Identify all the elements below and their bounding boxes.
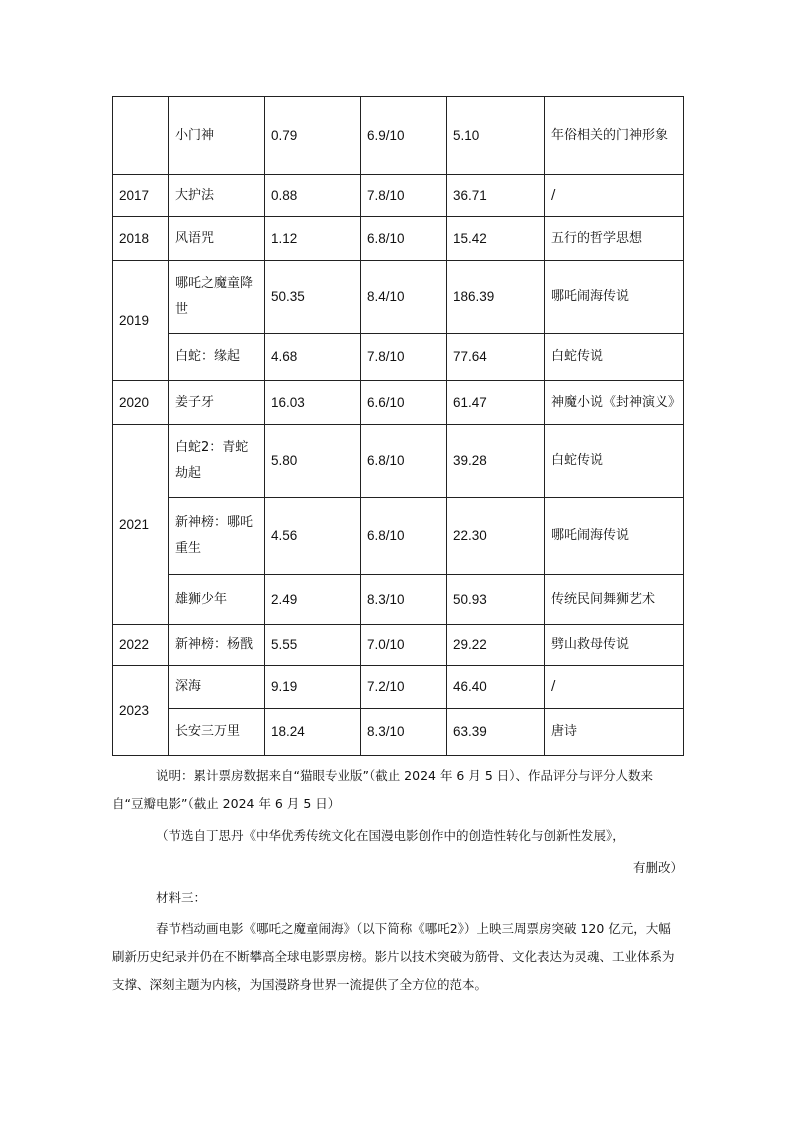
table-row bbox=[113, 97, 684, 175]
box-office-cell: 5.55 bbox=[265, 625, 361, 666]
year-cell: 2020 bbox=[113, 381, 169, 425]
title-cell: 雄狮少年 bbox=[169, 575, 265, 625]
table-row bbox=[113, 175, 684, 217]
raters-cell: 61.47 bbox=[447, 381, 545, 425]
box-office-cell: 9.19 bbox=[265, 666, 361, 709]
source-cell: 唐诗 bbox=[545, 709, 684, 756]
year-cell: 2022 bbox=[113, 625, 169, 666]
source-cell: 神魔小说《封神演义》 bbox=[545, 381, 684, 425]
raters-cell: 15.42 bbox=[447, 217, 545, 261]
source-cell: / bbox=[545, 666, 684, 709]
title-cell: 风语咒 bbox=[169, 217, 265, 261]
source-cell: 五行的哲学思想 bbox=[545, 217, 684, 261]
box-office-cell: 18.24 bbox=[265, 709, 361, 756]
score-cell: 7.8/10 bbox=[361, 334, 447, 381]
table-row bbox=[113, 217, 684, 261]
score-cell: 6.9/10 bbox=[361, 97, 447, 175]
source-cell: 传统民间舞狮艺术 bbox=[545, 575, 684, 625]
score-cell: 7.8/10 bbox=[361, 175, 447, 217]
box-office-cell: 1.12 bbox=[265, 217, 361, 261]
year-cell: 2023 bbox=[113, 666, 169, 756]
raters-cell: 77.64 bbox=[447, 334, 545, 381]
box-office-cell: 16.03 bbox=[265, 381, 361, 425]
title-cell: 新神榜：杨戬 bbox=[169, 625, 265, 666]
table-row bbox=[113, 498, 684, 575]
title-cell: 白蛇2：青蛇劫起 bbox=[169, 425, 265, 498]
box-office-cell: 5.80 bbox=[265, 425, 361, 498]
year-cell: 2021 bbox=[113, 425, 169, 625]
year-cell: 2018 bbox=[113, 217, 169, 261]
table-row bbox=[113, 625, 684, 666]
title-cell: 深海 bbox=[169, 666, 265, 709]
table-row bbox=[113, 381, 684, 425]
source-cell: 年俗相关的门神形象 bbox=[545, 97, 684, 175]
year-cell: 2017 bbox=[113, 175, 169, 217]
title-cell: 姜子牙 bbox=[169, 381, 265, 425]
score-cell: 7.2/10 bbox=[361, 666, 447, 709]
title-cell: 大护法 bbox=[169, 175, 265, 217]
title-cell: 哪吒之魔童降世 bbox=[169, 261, 265, 334]
source-cell: 哪吒闹海传说 bbox=[545, 261, 684, 334]
score-cell: 6.8/10 bbox=[361, 498, 447, 575]
source-cell: 劈山救母传说 bbox=[545, 625, 684, 666]
table-row bbox=[113, 261, 684, 334]
box-office-cell: 2.49 bbox=[265, 575, 361, 625]
table-row bbox=[113, 666, 684, 709]
source-cell: 白蛇传说 bbox=[545, 425, 684, 498]
title-cell: 新神榜：哪吒重生 bbox=[169, 498, 265, 575]
table-row bbox=[113, 709, 684, 756]
citation: （节选自丁思丹《中华优秀传统文化在国漫电影创作中的创造性转化与创新性发展》， bbox=[156, 828, 625, 843]
box-office-table bbox=[112, 96, 684, 756]
raters-cell: 36.71 bbox=[447, 175, 545, 217]
raters-cell: 50.93 bbox=[447, 575, 545, 625]
table-row bbox=[113, 334, 684, 381]
raters-cell: 22.30 bbox=[447, 498, 545, 575]
source-cell: 哪吒闹海传说 bbox=[545, 498, 684, 575]
raters-cell: 63.39 bbox=[447, 709, 545, 756]
score-cell: 6.6/10 bbox=[361, 381, 447, 425]
score-cell: 8.3/10 bbox=[361, 575, 447, 625]
raters-cell: 186.39 bbox=[447, 261, 545, 334]
table-note: 说明：累计票房数据来自“猫眼专业版”（截止 2024 年 6 月 5 日）、作品评分与评分人数来自“豆瓣电影”（截止 2024 年 6 月 5 日） bbox=[112, 768, 654, 811]
score-cell: 6.8/10 bbox=[361, 217, 447, 261]
box-office-cell: 4.68 bbox=[265, 334, 361, 381]
score-cell: 8.3/10 bbox=[361, 709, 447, 756]
score-cell: 6.8/10 bbox=[361, 425, 447, 498]
source-cell: / bbox=[545, 175, 684, 217]
raters-cell: 39.28 bbox=[447, 425, 545, 498]
title-cell: 长安三万里 bbox=[169, 709, 265, 756]
raters-cell: 29.22 bbox=[447, 625, 545, 666]
score-cell: 8.4/10 bbox=[361, 261, 447, 334]
table-row bbox=[113, 575, 684, 625]
box-office-cell: 0.79 bbox=[265, 97, 361, 175]
table-row bbox=[113, 425, 684, 498]
box-office-cell: 4.56 bbox=[265, 498, 361, 575]
source-cell: 白蛇传说 bbox=[545, 334, 684, 381]
title-cell: 小门神 bbox=[169, 97, 265, 175]
citation-tail: 有删改） bbox=[632, 860, 683, 875]
year-cell: 2019 bbox=[113, 261, 169, 381]
raters-cell: 5.10 bbox=[447, 97, 545, 175]
raters-cell: 46.40 bbox=[447, 666, 545, 709]
material-heading: 材料三： bbox=[156, 890, 207, 905]
box-office-cell: 0.88 bbox=[265, 175, 361, 217]
box-office-cell: 50.35 bbox=[265, 261, 361, 334]
score-cell: 7.0/10 bbox=[361, 625, 447, 666]
material-body: 春节档动画电影《哪吒之魔童闹海》（以下简称《哪吒2》）上映三周票房突破 120 亿元，大幅刷新历史纪录并仍在不断攀高全球电影票房榜。影片以技术突破为筋骨、文化表达为灵魂、工业体系为支撑、深刻主题为内核，为国漫跻身世界一流提供了全方位的范本。 bbox=[112, 921, 675, 992]
year-cell bbox=[113, 97, 169, 175]
title-cell: 白蛇：缘起 bbox=[169, 334, 265, 381]
